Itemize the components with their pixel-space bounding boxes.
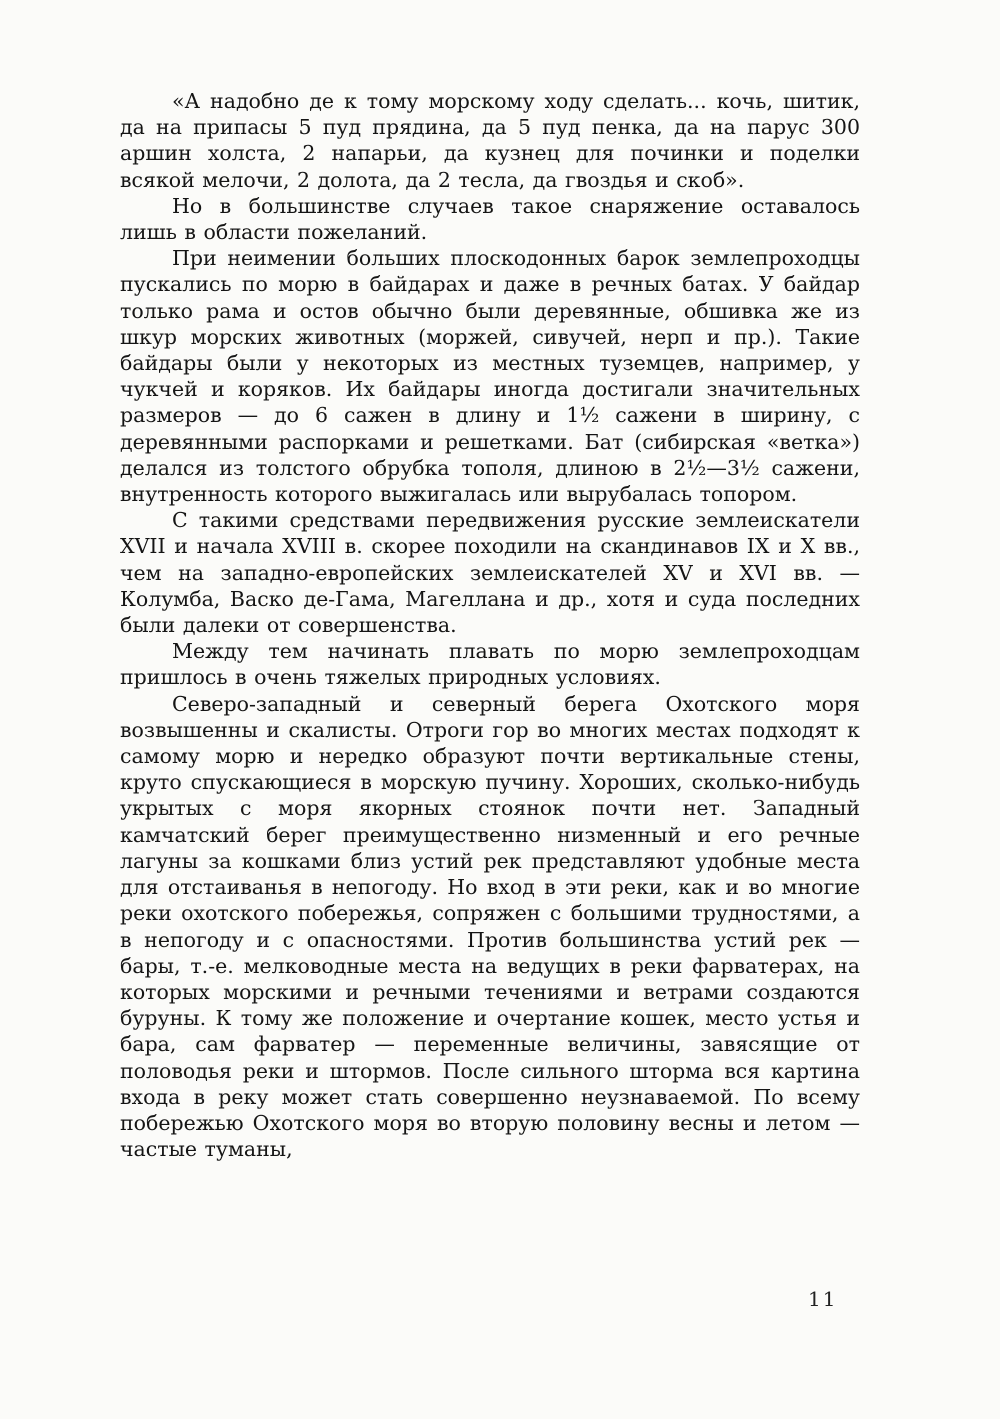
- main-text: [120, 88, 860, 1162]
- paragraph-quote-supplies: «А надобно де к тому морскому ходу сделать... кочь, шитик, да на припасы 5 пуд прядина, да 5 пуд пенка, да на парус 300 аршин холста, 2 напарьи, да кузнец для починки и поделки всякой мелочи, 2 долота, да 2 тесла, да гвоздья и скоб».: [120, 89, 860, 192]
- paragraph-harsh-conditions: Между тем начинать плавать по морю землепроходцам пришлось в очень тяжелых природных условиях.: [120, 639, 860, 690]
- paragraph-equipment-wishes: Но в большинстве случаев такое снаряжение оставалось лишь в области пожеланий.: [120, 193, 860, 245]
- paragraph-okhotsk-coast: Северо-западный и северный берега Охотского моря возвышенны и скалисты. Отроги гор во многих местах подходят к самому морю и нередко образуют почти вертикальные стены, круто спускающиеся в морскую пучину. Хороших, сколько-нибудь укрытых с моря якорных стоянок почти нет. Западный камчатский берег преимущественно низменный и его речные лагуны за кошками близ устий рек представляют удобные места для отстаиванья в непогоду. Но вход в эти реки, как и во многие реки охотского побережья, сопряжен с большими трудностями, а в непогоду и с опасностями. Против большинства устий рек — бары, т.-е. мелководные места на ведущих в реки фарватерах, на которых морскими и речными течениями и ветрами создаются буруны. К тому же положение и очертание кошек, место устья и бара, сам фарватер — переменные величины, завясящие от половодья реки и штормов. После сильного шторма вся картина входа в реку может стать совершенно неузнаваемой. По всему побережью Охотского моря во вторую половину весны и летом — частые туманы,: [120, 691, 860, 1162]
- paragraph-baidars-and-bats: При неимении больших плоскодонных барок землепроходцы пускались по морю в байдарах и даже в речных батах. У байдар только рама и остов обычно были деревянные, обшивка же из шкур морских животных (моржей, сивучей, нерп и пр.). Такие байдары были у некоторых из местных туземцев, например, у чукчей и коряков. Их байдары иногда достигали значительных размеров — до 6 сажен в длину и 1½ сажени в ширину, с деревянными распорками и решетками. Бат (сибирская «ветка») делался из толстого обрубка тополя, длиною в 2½—3½ сажени, внутренность которого выжигалась или вырубалась топором.: [120, 246, 860, 507]
- page-number: 11: [808, 1287, 838, 1311]
- paragraph-comparison-explorers: С такими средствами передвижения русские землеискатели XVII и начала XVIII в. скорее походили на скандинавов IX и X вв., чем на западно-европейских землеискателей XV и XVI вв. — Колумба, Васко де-Гама, Магеллана и др., хотя и суда последних были далеки от совершенства.: [120, 508, 860, 638]
